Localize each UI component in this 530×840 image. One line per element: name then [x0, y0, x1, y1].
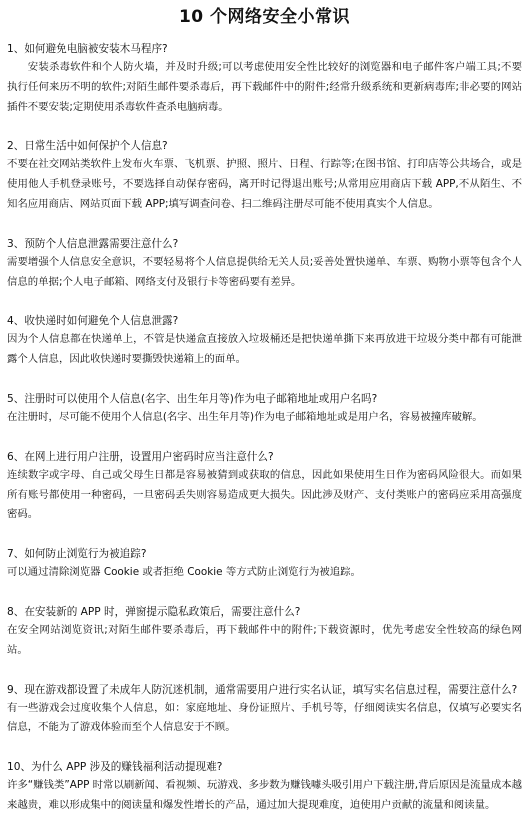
answer-9: 有一些游戏会过度收集个人信息，如：家庭地址、身份证照片、手机号等，仔细阅读实名信息，仅填写必要实名信息，不能为了游戏体验而至个人信息安于不顾。: [7, 701, 522, 734]
question-3: 3、预防个人信息泄露需要注意什么?: [7, 237, 179, 250]
answer-3: 需要增强个人信息安全意识，不要轻易将个人信息提供给无关人员;妥善处置快递单、车票、购物小票等包含个人信息的单据;个人电子邮箱、网络支付及银行卡等密码要有差异。: [7, 255, 522, 288]
question-4: 4、收快递时如何避免个人信息泄露?: [7, 315, 179, 328]
qa-item-4: [7, 312, 522, 370]
page-title: 10 个网络安全小常识: [178, 7, 351, 27]
answer-5: 在注册时，尽可能不使用个人信息(名字、出生年月等)作为电子邮箱地址或是用户名，容易被撞库破解。: [7, 410, 483, 423]
question-8: 8、在安装新的 APP 时，弹窗提示隐私政策后，需要注意什么?: [7, 605, 301, 618]
qa-item-2: [7, 137, 522, 214]
answer-2: 不要在社交网站类软件上发布火车票、飞机票、护照、照片、日程、行踪等;在图书馆、打印店等公共场合，或是使用他人手机登录账号，不要选择自动保存密码，离开时记得退出账号;从常用应用商店下载 APP,不从陌生、不知名应用商店、网站页面下载 APP;填写调查问卷、扫二维码注册尽可能不使用真实个人信息。: [7, 158, 522, 210]
question-2: 2、日常生活中如何保护个人信息?: [7, 140, 168, 153]
qa-item-6: [7, 448, 522, 525]
question-1: 1、如何避免电脑被安装木马程序?: [7, 43, 168, 55]
question-10: 10、为什么 APP 涉及的赚钱福利活动提现难?: [7, 761, 223, 774]
answer-8: 在安全网站浏览资讯;对陌生邮件要杀毒后，再下载邮件中的附件;下载资源时，优先考虑安全性较高的绿色网站。: [7, 623, 522, 656]
question-6: 6、在网上进行用户注册，设置用户密码时应当注意什么?: [7, 450, 274, 463]
qa-item-3: [7, 235, 522, 293]
qa-item-7: [7, 545, 522, 583]
question-9: 9、现在游戏都设置了未成年人防沉迷机制，通常需要用户进行实名认证，填写实名信息过程，需要注意什么?: [7, 683, 518, 696]
answer-6: 连续数字或字母、自己或父母生日都是容易被猜到或获取的信息，因此如果使用生日作为密码风险很大。而如果所有账号都使用一种密码，一旦密码丢失则容易造成更大损失。因此涉及财产、支付类账户的密码应采用高强度密码。: [7, 468, 522, 521]
qa-item-1: [7, 40, 522, 117]
qa-item-8: [7, 603, 522, 661]
qa-item-9: [7, 681, 522, 739]
answer-1: 安装杀毒软件和个人防火墙，并及时升级;可以考虑使用安全性比较好的浏览器和电子邮件客户端工具;不要执行任何来历不明的软件;对陌生邮件要杀毒后，再下载邮件中的附件;经常升级系统和更新病毒库;非必要的网站插件不要安装;定期使用杀毒软件查杀电脑病毒。: [7, 61, 522, 113]
question-7: 7、如何防止浏览行为被追踪?: [7, 548, 147, 561]
answer-10: 许多“赚钱类”APP 时常以刷新闻、看视频、玩游戏、多步数为赚钱噱头吸引用户下载注册,背后原因是流量成本越来越贵，难以形成集中的阅读量和爆发性增长的产品，通过加大提现难度，迫使用户贡献的流量和阅读量。: [7, 779, 522, 811]
answer-7: 可以通过清除浏览器 Cookie 或者拒绝 Cookie 等方式防止浏览行为被追踪。: [7, 566, 361, 579]
question-5: 5、注册时可以使用个人信息(名字、出生年月等)作为电子邮箱地址或用户名吗?: [7, 392, 378, 405]
qa-item-10: [7, 758, 522, 816]
qa-list: [7, 40, 522, 816]
qa-item-5: [7, 390, 522, 428]
answer-4: 因为个人信息都在快递单上，不管是快递盒直接放入垃圾桶还是把快递单撕下来再放进干垃圾分类中都有可能泄露个人信息，因此收快递时要撕毁快递箱上的面单。: [7, 333, 522, 366]
